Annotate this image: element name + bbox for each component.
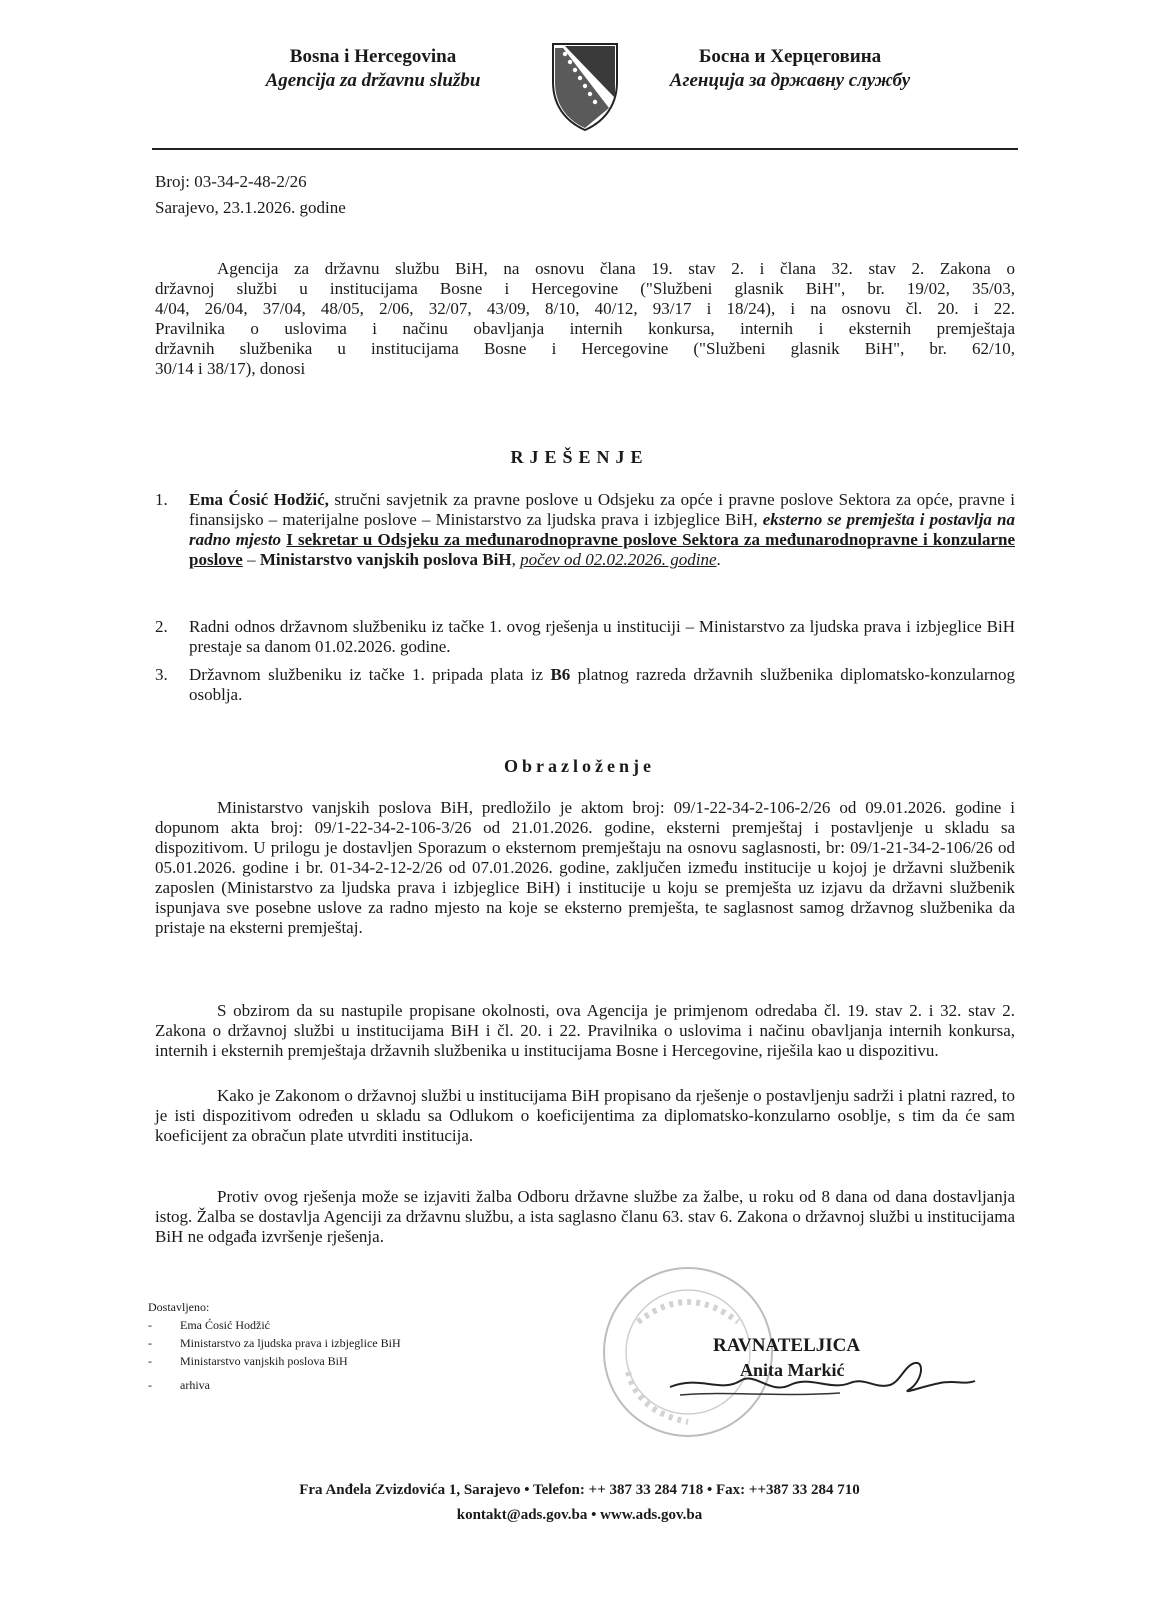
header-left-agency: Agencija za državnu službu — [265, 70, 481, 91]
item-text: . — [716, 550, 721, 569]
pay-grade: B6 — [550, 665, 571, 684]
document-number: Broj: 03-34-2-48-2/26 — [155, 172, 307, 191]
preamble-line: Agencija za državnu službu BiH, na osnovu člana 19. stav 2. i člana 32. stav 2. Zakona o — [217, 259, 1015, 278]
document-page: Bosna i Hercegovina Agencija za državnu službu Босна и Херцеговина Агенција за државну службу Broj: 03-34-2-48-2/26 Sarajevo, 23.1.2026. godine Agencija za državnu službu BiH, na osnovu člana 19. stav 2. i člana 32. stav 2. Zakona o državnoj službi u institucijama Bosne i Hercegovine ("Službeni glasnik BiH", br. 19/02, 35/03, 4/04, 26/04, 37/04, 48/05, 2/06, 32/07, 43/09, 8/10, 40/12, 93/17 i 18/24), i na osnovu čl. 20. i 22. Pravilnika o uslovima i načinu obavljanja internih konkursa, internih i eksternih premještaja državnih službenika u institucijama Bosne i Hercegovine ("Službeni glasnik BiH", br. 62/10, 30/14 i 38/17), donosi RJEŠENJE 1. Ema Ćosić Hodžić, stručni savjetnik za pravne poslove u Odsjeku za opće i pravne poslove Sektora za opće, pravne i finansijsko – materijalne poslove – Ministarstvo za ljudska prava i izbjeglice BiH, eksterno se premješta i postavlja na radno mjesto I sekretar u Odsjeku za međunarodnopravne poslove Sektora za međunarodnopravne i konzularne poslove – Ministarstvo vanjskih poslova BiH, počev od 02.02.2026. godine. 2. Radni odnos državnom službeniku iz tačke 1. ovog rješenja u instituciji – Ministarstvo za ljudska prava i izbjeglice BiH prestaje sa danom 01.02.2026. godine. 3. Državnom službeniku iz tačke 1. pripada plata iz B6 platnog razreda državnih službenika diplomatsko-konzularnog osoblja. Obrazloženje Ministarstvo vanjskih poslova BiH, predložilo je aktom broj: 09/1-22-34-2-106-2/26 od 09.01.2026. godine i dopunom akta broj: 09/1-22-34-2-106-3/26 od 21.01.2026. godine, eksterni premještaj i postavljenje u skladu sa dispozitivom. U prilogu je dostavljen Sporazum o eksternom premještaju na osnovu saglasnosti, br: 09/1-21-34-2-106/26 od 05.01.2026. godine i br. 01-34-2-12-2/26 od 07.01.2026. godine, zaključen između institucije u kojoj je državni službenik zaposlen (Ministarstvo za ljudska prava i izbjeglice BiH) i institucije u koju se premješta uz izjavu da državni službenik ispunjava sve posebne uslove za radno mjesto na koje se eksterno premješta, te saglasnost samog državnog službenika da pristaje na eksterni premještaj. S obzirom da su nastupile propisane okolnosti, ova Agencija je primjenom odredaba čl. 19. stav 2. i 32. stav 2. Zakona o državnoj službi u institucijama BiH i čl. 20. i 22. Pravilnika o uslovima i načinu obavljanja internih konkursa, internih i eksternih premještaja državnih službenika u institucijama Bosne i Hercegovine, riješila kao u dispozitivu. Kako je Zakonom o državnoj službi u institucijama BiH propisano da rješenje o postavljenju sadrži i platni razred, to je isti dispozitivom određen u skladu sa Odlukom o koeficijentima za diplomatsko-konzularno osoblje, s tim da će sam koeficijent za obračun plate utvrditi institucija. Protiv ovog rješenja može se izjaviti žalba Odboru državne službe za žalbe, u roku od 8 dana od dana dostavljanja istog. Žalba se dostavlja Agenciji za državnu službu, a ista saglasno članu 63. stav 6. Zakona o državnoj službi u institucijama BiH ne odgađa izvršenje rješenja. Dostavljeno: - Ema Ćosić Hodžić - Ministarstvo za ljudska prava i izbjeglice BiH - Ministarstvo vanjskih poslova BiH - arhiva RAVNATELJICA Anita Markić Fra Anđela Zvizdovića 1, Sarajevo • Telefon: ++ 387 33 284 718 • Fax: ++387 33 284 710 kontakt@ads.gov.ba • www.ads.gov.ba — [0, 0, 1159, 1600]
handwritten-signature-icon — [660, 1345, 980, 1410]
preamble-line: državnih službenika u institucijama Bosne i Hercegovine ("Službeni glasnik BiH", br. 62/10, — [155, 339, 1015, 358]
preamble-line: državnoj službi u institucijama Bosne i Hercegovine ("Službeni glasnik BiH", br. 19/02, 35/03, — [155, 279, 1015, 298]
item-number: 3. — [155, 665, 168, 684]
header-left — [228, 45, 518, 93]
preamble-line: Pravilnika o uslovima i načinu obavljanja internih konkursa, internih i eksternih premještaja — [155, 319, 1015, 338]
preamble-line: 30/14 i 38/17), donosi — [155, 359, 306, 378]
reasoning-paragraph: Kako je Zakonom o državnoj službi u institucijama BiH propisano da rješenje o postavljenju sadrži i platni razred, to je isti dispozitivom određen u skladu sa Odlukom o koeficijentima za diplomatsko-konzularno osoblje, s tim da će sam koeficijent za obračun plate utvrditi institucija. — [155, 1086, 1015, 1145]
employee-name: Ema Ćosić Hodžić, — [189, 490, 329, 509]
item-number: 2. — [155, 617, 168, 636]
decision-item-3 — [155, 665, 1015, 705]
item-text: stručni savjetnik za pravne poslove u Odsjeku za opće i pravne poslove Sektora za opće, pravne i finansijsko – materijalne poslove – Ministarstvo za ljudska prava i izbjeglice BiH, — [189, 490, 1015, 529]
item-text: Državnom službeniku iz tačke 1. pripada plata iz — [189, 665, 551, 684]
preamble — [155, 259, 1015, 379]
place-date: Sarajevo, 23.1.2026. godine — [155, 198, 346, 217]
signatory-name: Anita Markić — [740, 1360, 845, 1380]
decision-item-1 — [155, 490, 1015, 570]
item-text-emphasis: eksterno se premješta i postavlja na radno mjesto — [189, 510, 1015, 549]
item-text: Radni odnos državnom službeniku iz tačke 1. ovog rješenja u instituciji – Ministarstvo za ljudska prava i izbjeglice BiH prestaje sa danom 01.02.2026. godine. — [189, 617, 1015, 656]
coat-of-arms-icon — [551, 42, 619, 132]
footer-address: Fra Anđela Zvizdovića 1, Sarajevo • Telefon: ++ 387 33 284 718 • Fax: ++387 33 284 710 — [299, 1482, 860, 1498]
header-left-country: Bosna i Hercegovina — [289, 46, 457, 67]
reasoning-title: Obrazloženje — [504, 756, 655, 776]
header-right — [640, 45, 940, 93]
header-right-country: Босна и Херцеговина — [698, 46, 882, 67]
new-position: I sekretar u Odsjeku za međunarodnopravne poslove Sektora za međunarodnopravne i konzularne poslove — [189, 530, 1015, 569]
distribution-label: Dostavljeno: — [148, 1300, 210, 1314]
header-right-agency: Агенција за државну службу — [669, 70, 911, 91]
item-text: – — [242, 550, 260, 569]
preamble-line: 4/04, 26/04, 37/04, 48/05, 2/06, 32/07, 43/09, 8/10, 40/12, 93/17 i 18/24), i na osnovu čl. 20. i 22. — [155, 299, 1015, 318]
reasoning-paragraph: S obzirom da su nastupile propisane okolnosti, ova Agencija je primjenom odredaba čl. 19. stav 2. i 32. stav 2. Zakona o državnoj službi u institucijama BiH i čl. 20. i 22. Pravilnika o uslovima i načinu obavljanja internih konkursa, internih i eksternih premještaja državnih službenika u institucijama Bosne i Hercegovine, riješila kao u dispozitivu. — [155, 1001, 1015, 1060]
decision-item-2 — [155, 617, 1015, 657]
signatory-title: RAVNATELJICA — [713, 1335, 861, 1356]
start-date: počev od 02.02.2026. godine — [520, 550, 717, 569]
reasoning-paragraph: Protiv ovog rješenja može se izjaviti žalba Odboru državne službe za žalbe, u roku od 8 dana od dana dostavljanja istog. Žalba se dostavlja Agenciji za državnu službu, a ista saglasno članu 63. stav 6. Zakona o državnoj službi u institucijama BiH ne odgađa izvršenje rješenja. — [155, 1187, 1015, 1246]
decision-title: RJEŠENJE — [510, 447, 649, 467]
reasoning-paragraph: Ministarstvo vanjskih poslova BiH, predložilo je aktom broj: 09/1-22-34-2-106-2/26 od 09.01.2026. godine i dopunom akta broj: 09/1-22-34-2-106-3/26 od 21.01.2026. godine, eksterni premještaj i postavljenje u skladu sa dispozitivom. U prilogu je dostavljen Sporazum o eksternom premještaju na osnovu saglasnosti, br: 09/1-21-34-2-106/26 od 05.01.2026. godine i br. 01-34-2-12-2/26 od 07.01.2026. godine, zaključen između institucije u kojoj je državni službenik zaposlen (Ministarstvo za ljudska prava i izbjeglice BiH) i institucije u koju se premješta uz izjavu da državni službenik ispunjava sve posebne uslove za radno mjesto na koje se eksterno premješta, te saglasnost samog državnog službenika da pristaje na eksterni premještaj. — [155, 798, 1015, 937]
header-divider — [152, 148, 1018, 150]
item-text: platnog razreda državnih službenika diplomatsko-konzularnog osoblja. — [189, 665, 1015, 704]
item-text: , — [511, 550, 521, 569]
footer-contact: kontakt@ads.gov.ba • www.ads.gov.ba — [456, 1507, 703, 1523]
new-institution: Ministarstvo vanjskih poslova BiH — [259, 550, 512, 569]
item-number: 1. — [155, 490, 168, 509]
